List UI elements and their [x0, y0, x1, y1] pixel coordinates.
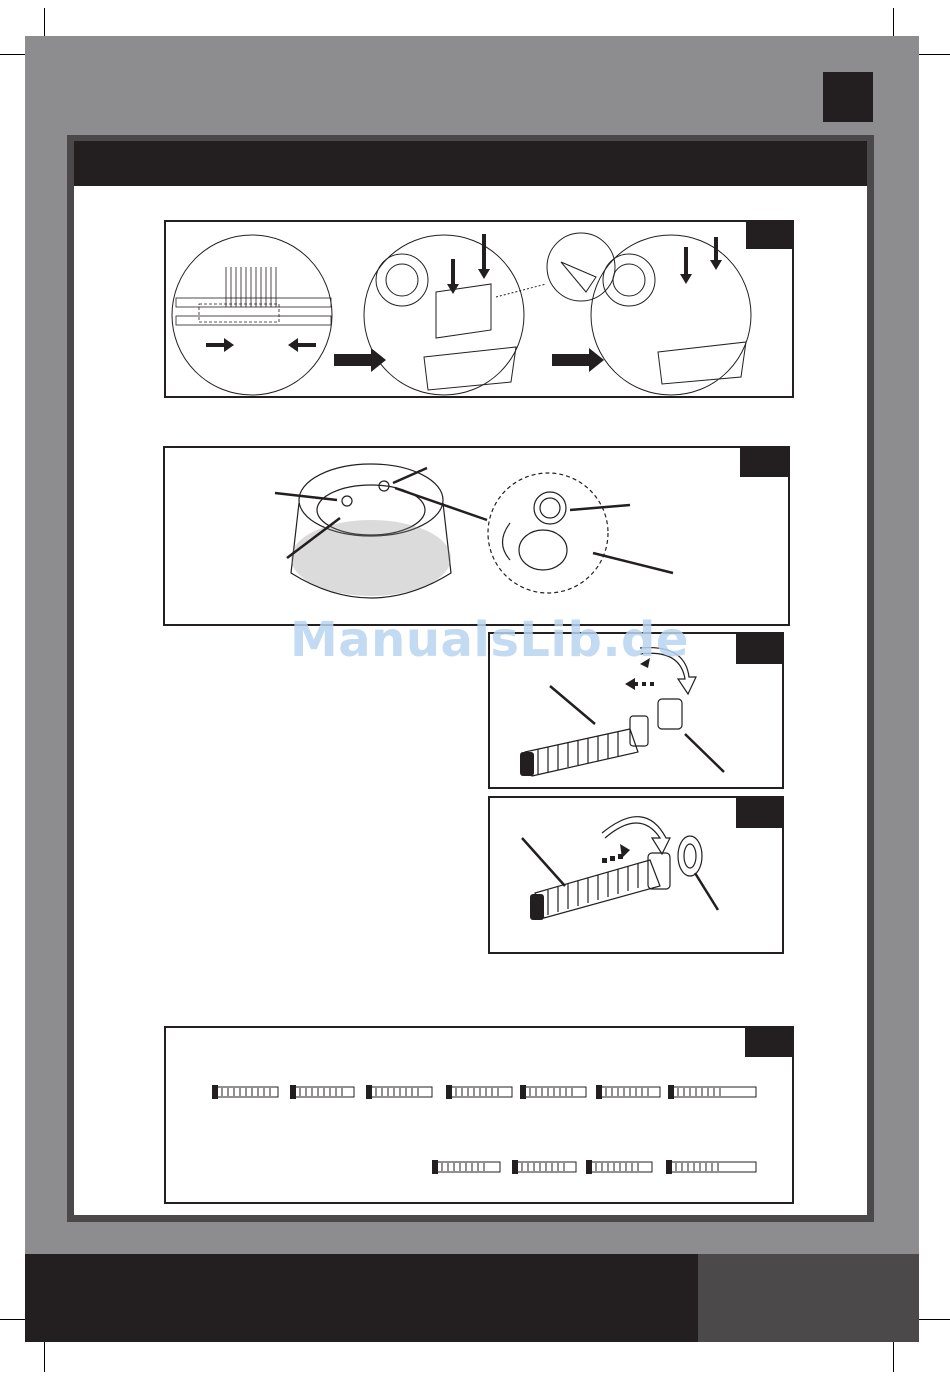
crop-mark [916, 54, 950, 55]
ladder-assembly-illustration [166, 222, 796, 400]
footer-bar [25, 1254, 698, 1342]
watermark-text: ManualsLib.de [290, 612, 689, 668]
figure-hose-connection-b [488, 796, 784, 954]
footer-tab [698, 1254, 919, 1342]
crop-mark [44, 1342, 45, 1372]
crop-mark [916, 1319, 950, 1320]
crop-mark [893, 8, 894, 38]
crop-mark [893, 1342, 894, 1372]
crop-mark [0, 1319, 28, 1320]
crop-mark [44, 8, 45, 38]
section-header-bar [74, 141, 867, 186]
crop-mark [0, 54, 28, 55]
strainer-illustration [165, 448, 792, 628]
figure-ladder-assembly [164, 220, 794, 398]
figure-hose-parts [164, 1026, 794, 1204]
hose-connection-b-illustration [490, 798, 786, 956]
page-number-box [823, 72, 873, 122]
hose-parts-illustration [166, 1028, 796, 1206]
hose-row-2 [434, 1162, 756, 1172]
figure-strainer [163, 446, 790, 626]
